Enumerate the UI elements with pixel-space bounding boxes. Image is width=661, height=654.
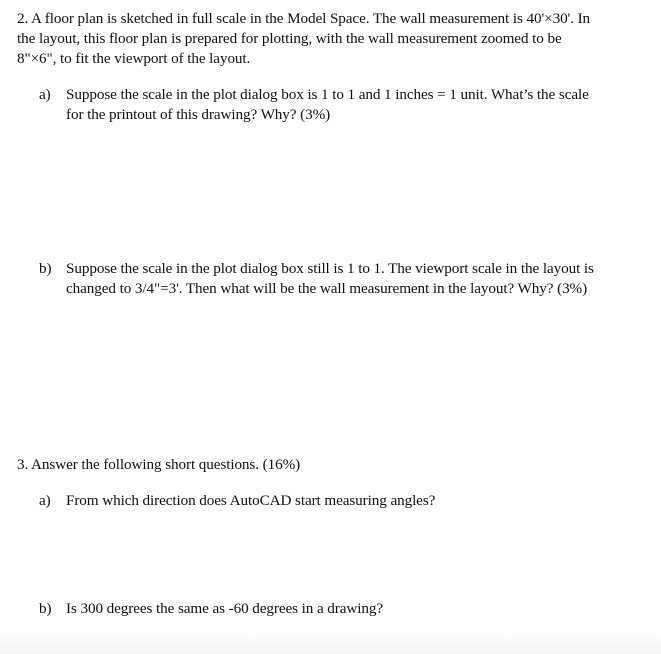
question-2a-marker: a) [39,86,51,103]
question-3a-text: From which direction does AutoCAD start measuring angles? [66,492,436,509]
question-2a [39,85,639,125]
question-2-text [17,9,647,69]
question-3b-marker: b) [39,600,52,617]
question-3-heading [17,455,647,475]
question-2b-marker: b) [39,260,52,277]
page-bottom-edge [0,632,661,654]
question-2-line: 8"×6", to fit the viewport of the layout. [17,50,251,67]
question-3-heading-text: 3. Answer the following short questions. (16%) [17,456,301,473]
question-2b-text [66,259,639,299]
question-2-line: 2. A floor plan is sketched in full scale in the Model Space. The wall measurement is 40'×30'. In [17,10,591,27]
question-3b [39,599,639,619]
question-2a-line: for the printout of this drawing? Why? (3%) [66,106,331,123]
question-2b-line: Suppose the scale in the plot dialog box still is 1 to 1. The viewport scale in the layout is [66,260,594,277]
question-2a-line: Suppose the scale in the plot dialog box is 1 to 1 and 1 inches = 1 unit. What’s the scale [66,86,589,103]
question-2b-line: changed to 3/4"=3'. Then what will be the wall measurement in the layout? Why? (3%) [66,280,588,297]
question-3a [39,491,639,511]
question-2a-text [66,85,639,125]
question-3b-text: Is 300 degrees the same as -60 degrees in a drawing? [66,600,383,617]
question-3a-marker: a) [39,492,51,509]
question-2-line: the layout, this floor plan is prepared for plotting, with the wall measurement zoomed to be [17,30,562,47]
question-2b [39,259,639,299]
